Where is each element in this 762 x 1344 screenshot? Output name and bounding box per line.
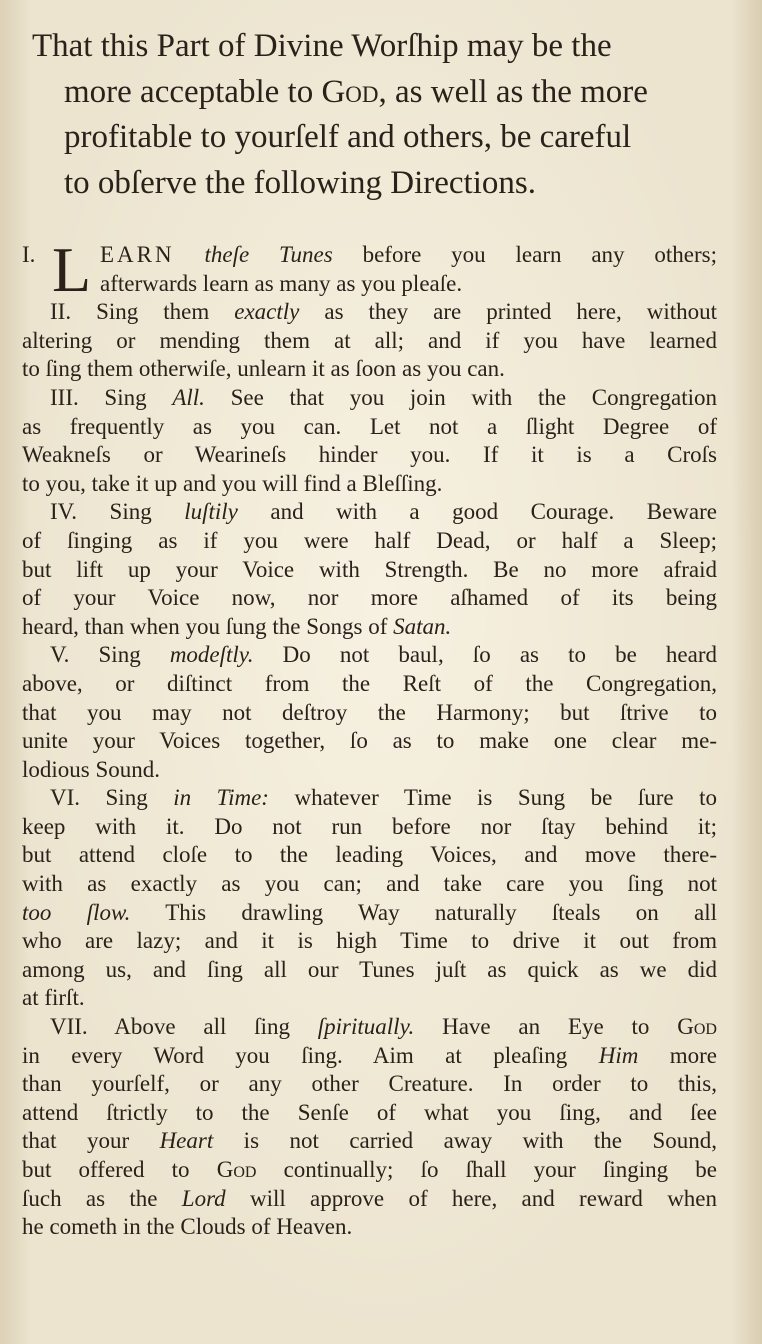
text-line: altering or mending them at all; and if you have learned	[22, 327, 717, 353]
direction-3	[22, 384, 717, 498]
text-line: who are lazy; and it is high Time to drive it out from	[22, 928, 717, 954]
text-line: afterwards learn as many as you pleaſe.	[100, 270, 463, 296]
text-line: attend ſtrictly to the Senſe of what you ſing, and ſee	[22, 1099, 717, 1125]
intro-line: That this Part of Divine Worſhip may be the	[32, 28, 612, 64]
text-line: VII. Above all ſing ſpiritually. Have an Eye to God	[50, 1014, 717, 1040]
text-line: than yourſelf, or any other Creature. In order to this,	[22, 1071, 717, 1097]
text-line: with as exactly as you can; and take care you ſing not	[22, 871, 717, 897]
drop-cap: L	[52, 234, 92, 305]
text-line: heard, than when you ſung the Songs of Satan.	[22, 613, 452, 639]
text-line: among us, and ſing all our Tunes juſt as quick as we did	[22, 956, 717, 982]
text-line: II. Sing them exactly as they are printed here, without	[50, 299, 717, 325]
god-smallcaps: God	[321, 73, 379, 110]
intro-line: more acceptable to God, as well as the more	[64, 73, 648, 110]
direction-6	[22, 784, 717, 1013]
text-line: IV. Sing luſtily and with a good Courage. Beware	[50, 499, 717, 525]
text-line: that your Heart is not carried away with the Sound,	[22, 1128, 718, 1154]
text-line: in every Word you ſing. Aim at pleaſing Him more	[22, 1042, 717, 1068]
intro-paragraph	[32, 24, 732, 206]
direction-5	[22, 641, 717, 784]
text-line: too ſlow. This drawling Way naturally ſteals on all	[22, 899, 717, 925]
text-line: to you, take it up and you will find a Bleſſing.	[22, 470, 443, 496]
text-line: VI. Sing in Time: whatever Time is Sung be ſure to	[50, 785, 718, 811]
text-line: unite your Voices together, ſo as to make one clear me-	[22, 728, 717, 754]
intro-line: profitable to yourſelf and others, be careful	[64, 119, 632, 155]
text-line: he cometh in the Clouds of Heaven.	[22, 1214, 353, 1240]
text-line: V. Sing modeſtly. Do not baul, ſo as to be heard	[50, 642, 717, 668]
god-smallcaps: God	[677, 1014, 717, 1040]
text-line: as frequently as you can. Let not a ſlight Degree of	[22, 413, 717, 439]
text-line: to ſing them otherwiſe, unlearn it as ſoon as you can.	[22, 356, 505, 382]
god-smallcaps: God	[216, 1157, 257, 1182]
intro-line: to obſerve the following Directions.	[64, 164, 536, 201]
text-line: at firſt.	[22, 985, 85, 1011]
text-line: I. EARN theſe Tunes before you learn any others;	[22, 242, 717, 267]
text-line: but offered to God continually; ſo ſhall your ſinging be	[22, 1157, 717, 1182]
text-line: but attend cloſe to the leading Voices, and move there-	[22, 842, 717, 868]
text-line: of ſinging as if you were half Dead, or half a Sleep;	[22, 527, 717, 553]
text-line: Weakneſs or Wearineſs hinder you. If it is a Croſs	[22, 442, 717, 468]
text-line: above, or diſtinct from the Reſt of the Congregation,	[22, 670, 717, 696]
direction-7	[22, 1013, 717, 1242]
direction-2	[22, 298, 717, 384]
directions-list	[22, 234, 718, 1242]
text-line: lodious Sound.	[22, 756, 161, 782]
text-line: that you may not deſtroy the Harmony; but ſtrive to	[22, 699, 717, 725]
text-line: of your Voice now, nor more aſhamed of its being	[22, 585, 717, 611]
text-line: III. Sing All. See that you join with the Congregation	[50, 384, 717, 410]
direction-4	[22, 498, 717, 641]
text-line: but lift up your Voice with Strength. Be no more afraid	[22, 556, 717, 582]
text-line: ſuch as the Lord will approve of here, and reward when	[22, 1185, 718, 1211]
direction-1	[22, 234, 717, 305]
text-line: keep with it. Do not run before nor ſtay behind it;	[22, 813, 717, 839]
